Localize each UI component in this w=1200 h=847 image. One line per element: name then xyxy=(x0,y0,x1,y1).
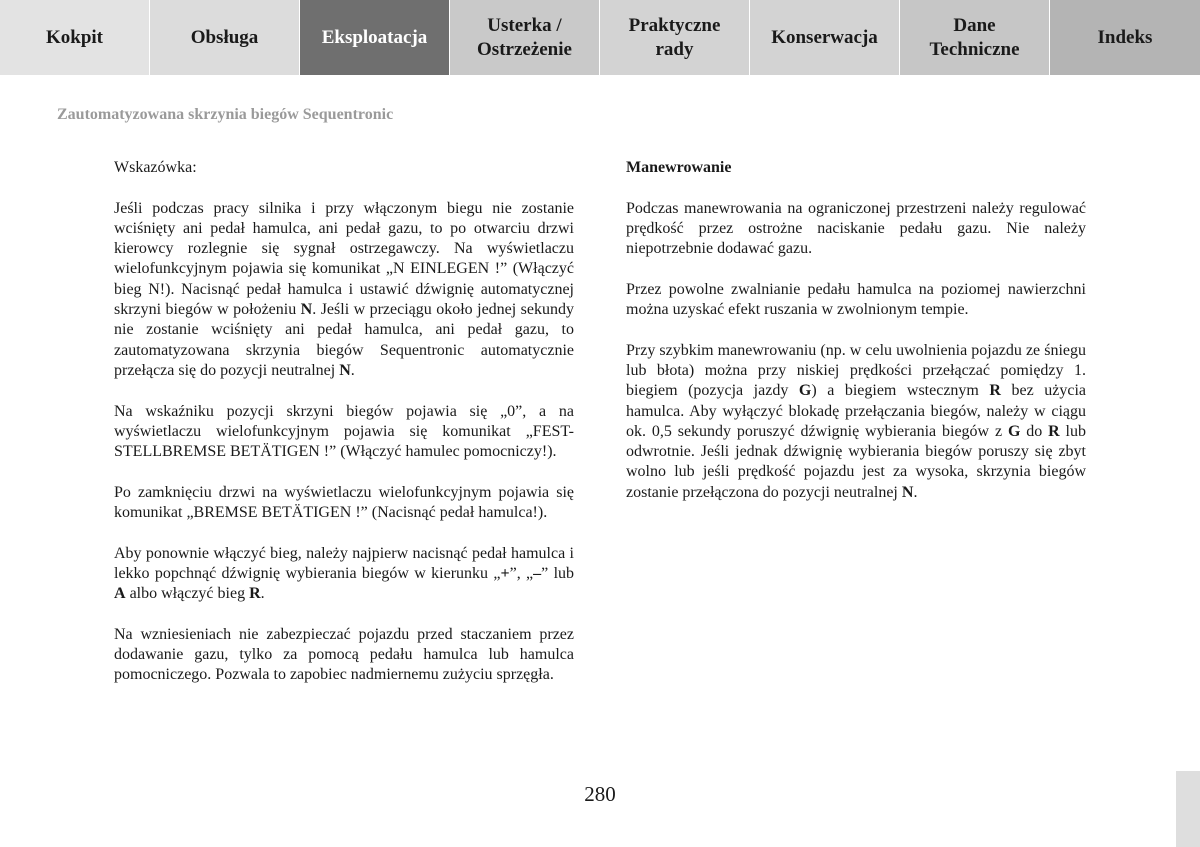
page-number: 280 xyxy=(584,782,616,806)
maneuvering-paragraph-3 xyxy=(626,341,1086,503)
text-run: bez użycia hamulca. Aby wyłączyć blokadę przełączania biegów, należy w ciągu ok. 0,5 sekundy poruszyć dźwignię wybierania biegów z xyxy=(626,382,1087,440)
text-run: . xyxy=(913,483,918,501)
text-run: albo włączyć bieg xyxy=(125,585,250,603)
gear-g: G xyxy=(798,382,812,400)
tab-label: Indeks xyxy=(1097,26,1153,48)
text-run: Przy szybkim manewrowaniu (np. w celu uwolnienia pojazdu ze śniegu lub błota) można przy niskiej prędkości przełączać pomiędzy 1. biegiem (pozycja jazdy xyxy=(626,341,1086,400)
tab-praktyczne-rady[interactable] xyxy=(600,0,750,75)
tab-label: Kokpit xyxy=(45,26,104,48)
tab-label: Konserwacja xyxy=(771,26,878,48)
text-run: do xyxy=(1020,422,1049,440)
tab-dane-techniczne[interactable] xyxy=(900,0,1050,75)
text-run: Jeśli podczas pracy silnika i przy włączonym biegu nie zostanie wciśnięty ani pedał hamulca, ani pedał gazu, to po otwarciu drzwi kierowcy rozlegnie się sygnał ostrzegawczy. Na wyświetlaczu wielofunkcyjnym pojawia się komunikat „N EINLEGEN !” (Włączyć bieg N!). Nacisnąć pedał hamulca i ustawić dźwignię automatycznej skrzyni biegów w położeniu xyxy=(114,199,574,319)
gear-n: N xyxy=(901,483,914,501)
gear-r: R xyxy=(989,382,1001,400)
hint-paragraph-3: Po zamknięciu drzwi na wyświetlaczu wielofunkcyjnym pojawia się komunikat „BREMSE BETÄTIGEN !” (Nacisnąć pedał hamulca!). xyxy=(114,483,574,522)
text-run: ) a biegiem wstecznym xyxy=(811,382,990,400)
hint-paragraph-5: Na wzniesieniach nie zabezpieczać pojazdu przed staczaniem przez dodawanie gazu, tylko za pomocą pedału hamulca lub hamulca pomocniczego. Pozwala to zapobiec nadmiernemu zużyciu sprzęgła. xyxy=(114,625,574,684)
tab-label: Eksploatacja xyxy=(321,26,428,48)
text-run: ” lub xyxy=(541,564,575,582)
text-run: ”, „ xyxy=(509,564,534,582)
hint-paragraph-2: Na wskaźniku pozycji skrzyni biegów pojawia się „0”, a na wyświetlaczu wielofunkcyjnym pojawia się komunikat „FEST-STELLBREMSE BETÄTIGEN !” (Włączyć hamulec pomocniczy!). xyxy=(114,402,574,461)
tab-usterka-ostrzezenie[interactable] xyxy=(450,0,600,75)
tab-label: Obsługa xyxy=(190,26,259,48)
tab-konserwacja[interactable] xyxy=(750,0,900,75)
gear-g: G xyxy=(1007,422,1021,440)
text-run: . Jeśli w przeciągu około jednej sekundy nie zostanie wciśnięty ani pedał hamulca, ani pedał gazu, to zautomatyzowana skrzynia biegów Sequentronic automatycznie przełącza się do pozycji neutralnej xyxy=(114,301,574,379)
hint-paragraph-4 xyxy=(114,544,574,605)
tab-label: Praktyczne rady xyxy=(628,14,721,60)
tab-obsluga[interactable] xyxy=(150,0,300,75)
chapter-tabs xyxy=(0,0,1200,75)
text-run: Aby ponownie włączyć bieg, należy najpierw nacisnąć pedał hamulca i lekko popchnąć dźwignię wybierania biegów w kierunku „ xyxy=(114,544,574,582)
gear-minus: – xyxy=(533,564,542,582)
maneuvering-paragraph-2: Przez powolne zwalnianie pedału hamulca na poziomej nawierzchni można uzyskać efekt ruszania w zwolnionym tempie. xyxy=(626,280,1086,319)
tab-label: Usterka / Ostrzeżenie xyxy=(477,14,572,60)
gear-r: R xyxy=(1048,422,1060,440)
text-run: . xyxy=(350,361,355,379)
gear-n: N xyxy=(300,301,313,319)
right-column xyxy=(626,158,1086,523)
gear-a: A xyxy=(114,585,126,603)
tab-indeks[interactable] xyxy=(1050,0,1200,75)
tab-label: Dane Techniczne xyxy=(929,14,1020,60)
maneuvering-heading: Manewrowanie xyxy=(626,159,732,176)
tab-kokpit[interactable] xyxy=(0,0,150,75)
text-run: lub odwrotnie. Jeśli jednak dźwignię wybierania biegów poruszy się zbyt wolno lub jeśli prędkość pojazdu jest za wysoka, skrzynia biegów zostanie przełączona do pozycji neutralnej xyxy=(626,422,1086,501)
gear-n: N xyxy=(339,361,351,379)
gear-r: R xyxy=(249,585,261,603)
text-run: . xyxy=(260,585,265,603)
gear-plus: + xyxy=(500,564,510,582)
section-title: Zautomatyzowana skrzynia biegów Sequentronic xyxy=(57,106,394,123)
hint-paragraph-1 xyxy=(114,199,574,382)
left-column xyxy=(114,158,574,706)
tab-eksploatacja[interactable] xyxy=(300,0,450,75)
maneuvering-paragraph-1: Podczas manewrowania na ograniczonej przestrzeni należy regulować prędkość przez ostrożne naciskanie pedału gazu. Nie należy niepotrzebnie dodawać gazu. xyxy=(626,199,1086,258)
hint-label: Wskazówka: xyxy=(114,159,197,176)
page-edge-marker xyxy=(1176,771,1200,847)
